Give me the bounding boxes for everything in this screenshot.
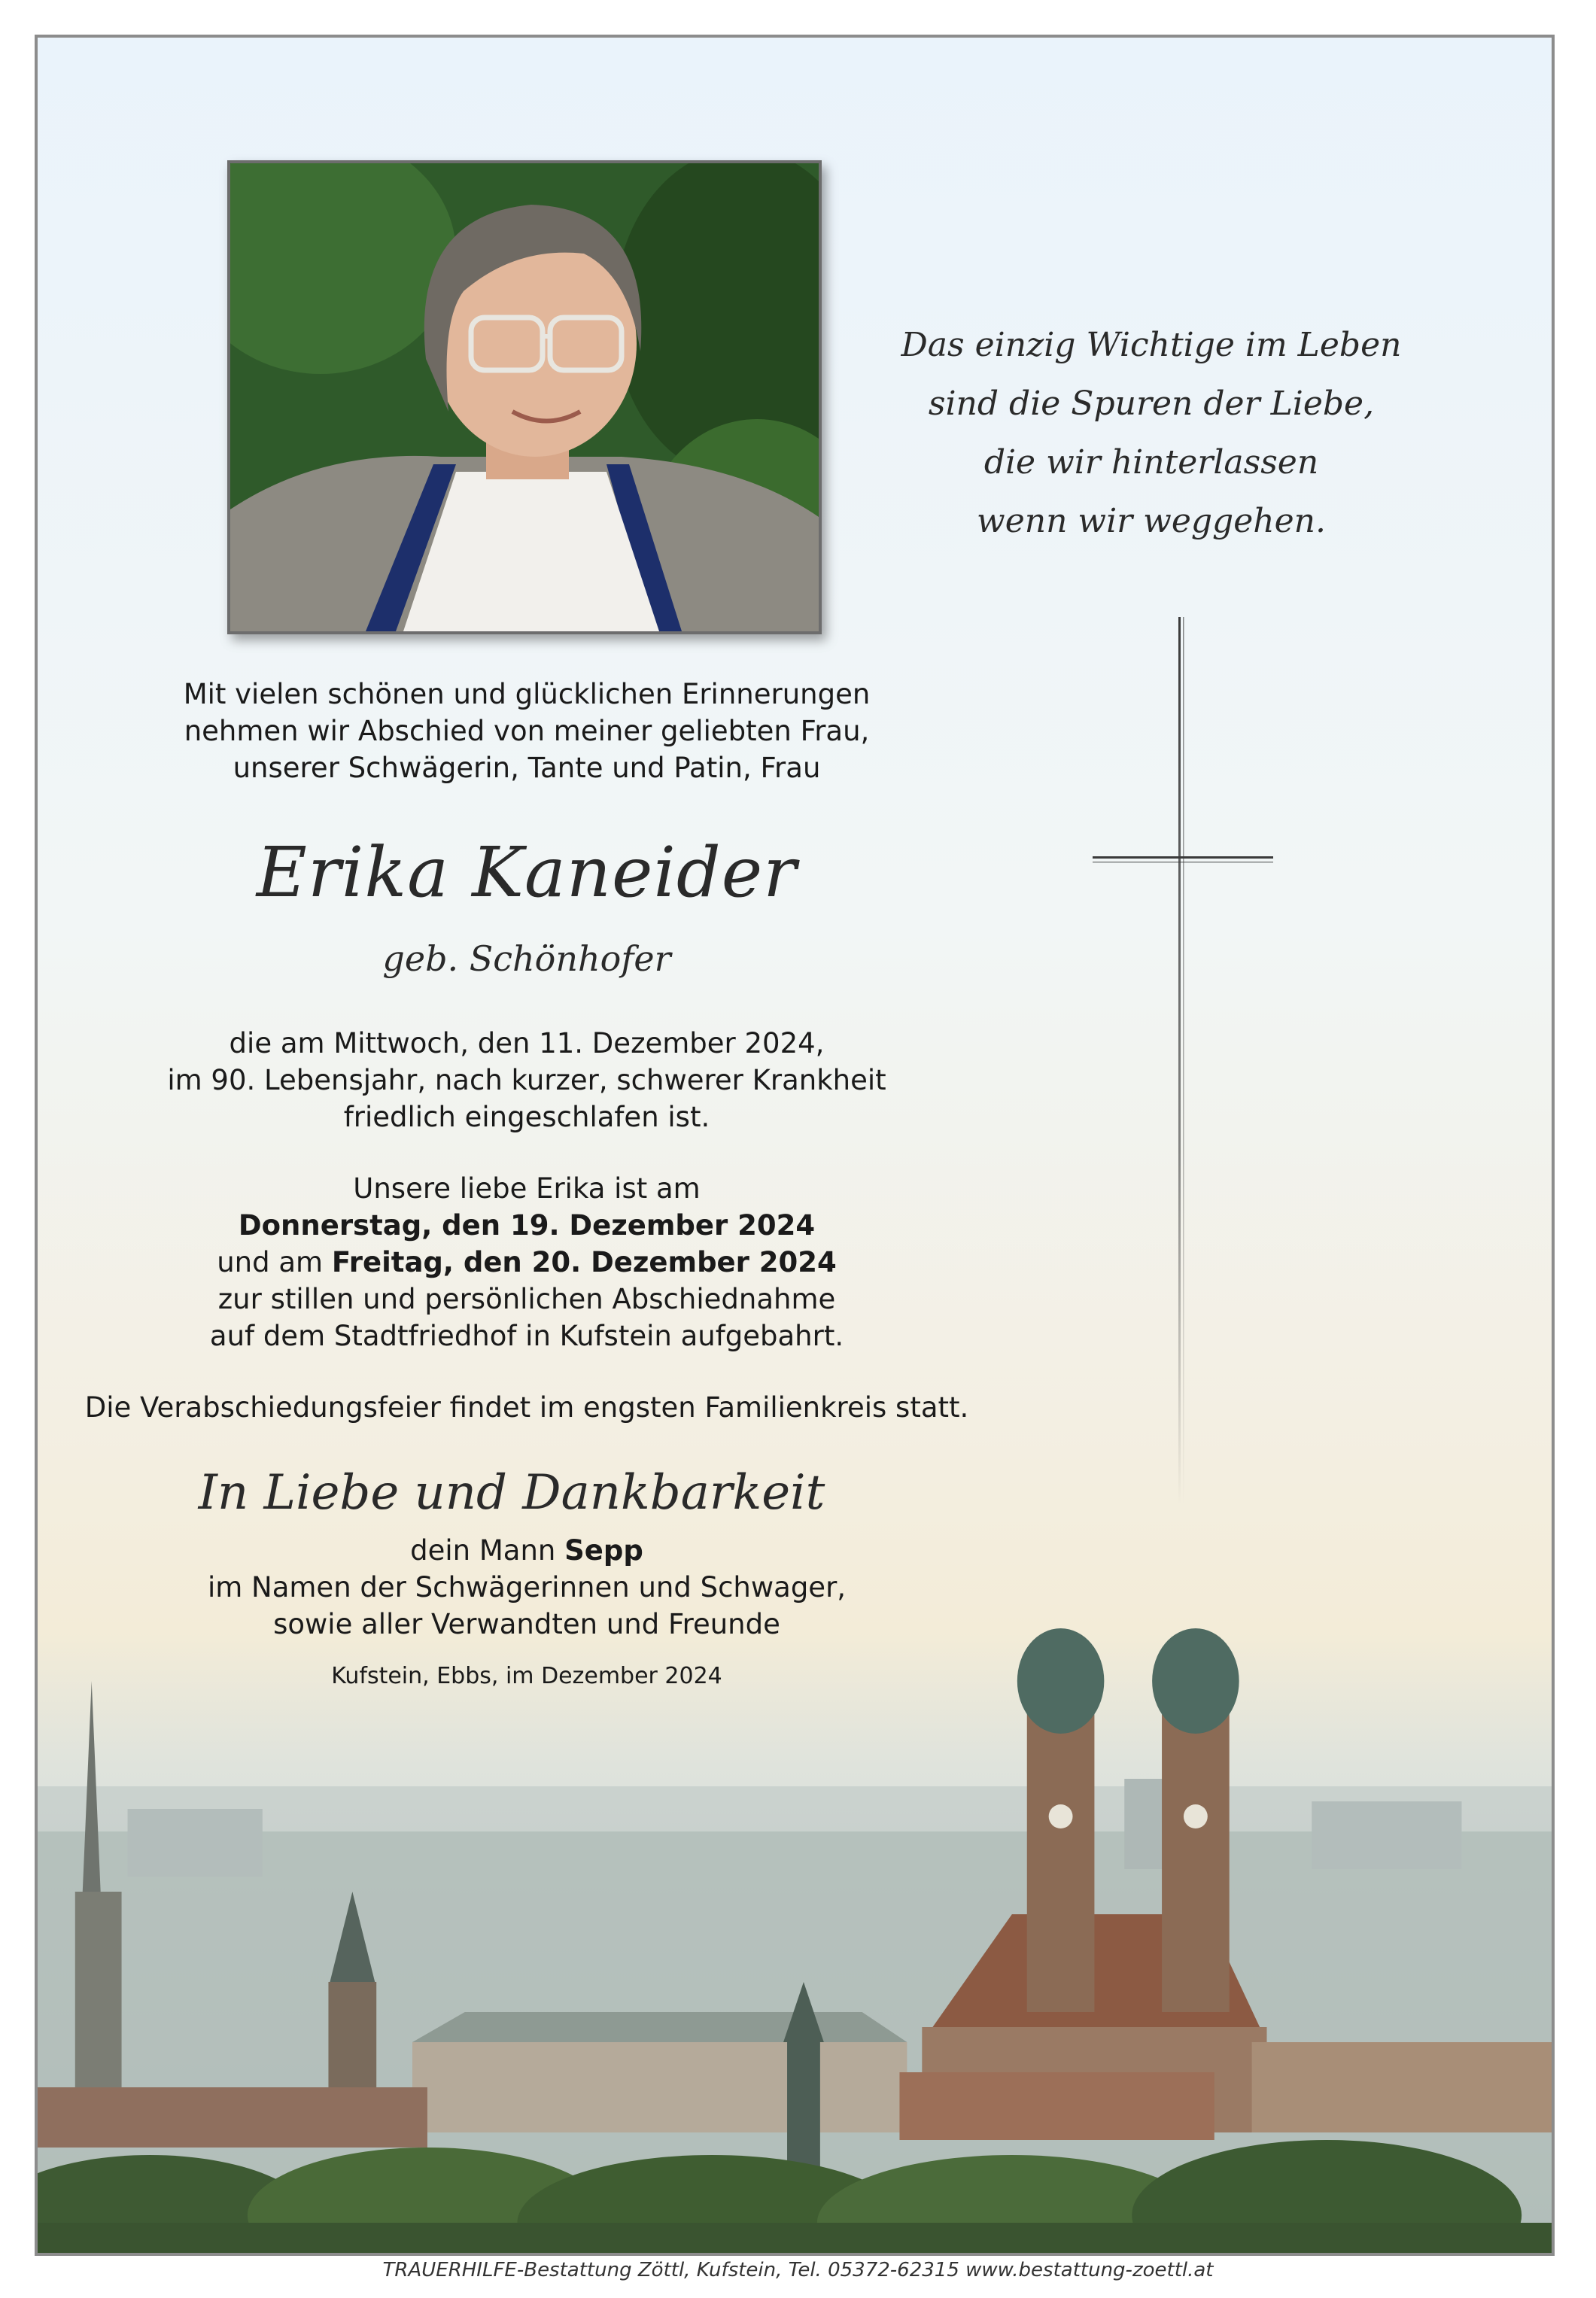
maiden-name: geb. Schönhofer [382, 938, 671, 979]
death-line: im 90. Lebensjahr, nach kurzer, schwerer Krankheit [167, 1064, 886, 1096]
quote-line: sind die Spuren der Liebe, [928, 385, 1375, 423]
footer-funeral-home: TRAUERHILFE-Bestattung Zöttl, Kufstein, Tel. 05372-62315 www.bestattung-zoettl.at [382, 2259, 1214, 2281]
portrait-image [230, 163, 819, 631]
place-date: Kufstein, Ebbs, im Dezember 2024 [331, 1663, 722, 1689]
viewing-date-2: Freitag, den 20. Dezember 2024 [331, 1246, 837, 1278]
viewing-prefix: und am [217, 1246, 332, 1278]
viewing-line: auf dem Stadtfriedhof in Kufstein aufgebahrt. [209, 1320, 844, 1352]
intro-line: nehmen wir Abschied von meiner geliebten Frau, [184, 715, 870, 747]
quote-line: wenn wir weggehen. [977, 502, 1326, 540]
husband-name: Sepp [564, 1534, 643, 1567]
viewing-line [75, 1244, 978, 1281]
cross-icon [1084, 617, 1287, 1505]
quote-line: die wir hinterlassen [983, 443, 1319, 482]
intro-line: Mit vielen schönen und glücklichen Erinnerungen [183, 678, 871, 710]
closing-title: In Liebe und Dankbarkeit [198, 1465, 825, 1521]
death-line: friedlich eingeschlafen ist. [343, 1101, 710, 1133]
intro-text [75, 676, 978, 786]
viewing-line: zur stillen und persönlichen Abschiednahme [217, 1283, 836, 1315]
quote-block [888, 316, 1415, 551]
ceremony-text: Die Verabschiedungsfeier findet im engsten Familienkreis statt. [84, 1391, 969, 1424]
viewing-info [75, 1170, 978, 1354]
signatory-line: im Namen der Schwägerinnen und Schwager, [207, 1571, 847, 1603]
viewing-line: Unsere liebe Erika ist am [353, 1172, 701, 1205]
death-line: die am Mittwoch, den 11. Dezember 2024, [229, 1027, 825, 1059]
portrait-photo [227, 160, 822, 634]
husband-prefix: dein Mann [410, 1534, 565, 1567]
death-info [75, 1025, 978, 1135]
deceased-name: Erika Kaneider [256, 832, 798, 913]
intro-line: unserer Schwägerin, Tante und Patin, Frau [233, 752, 821, 784]
quote-line: Das einzig Wichtige im Leben [901, 326, 1402, 364]
signatories [75, 1532, 978, 1643]
signatory-line [75, 1532, 978, 1569]
viewing-date-1: Donnerstag, den 19. Dezember 2024 [238, 1209, 816, 1242]
signatory-line: sowie aller Verwandten und Freunde [273, 1608, 780, 1640]
